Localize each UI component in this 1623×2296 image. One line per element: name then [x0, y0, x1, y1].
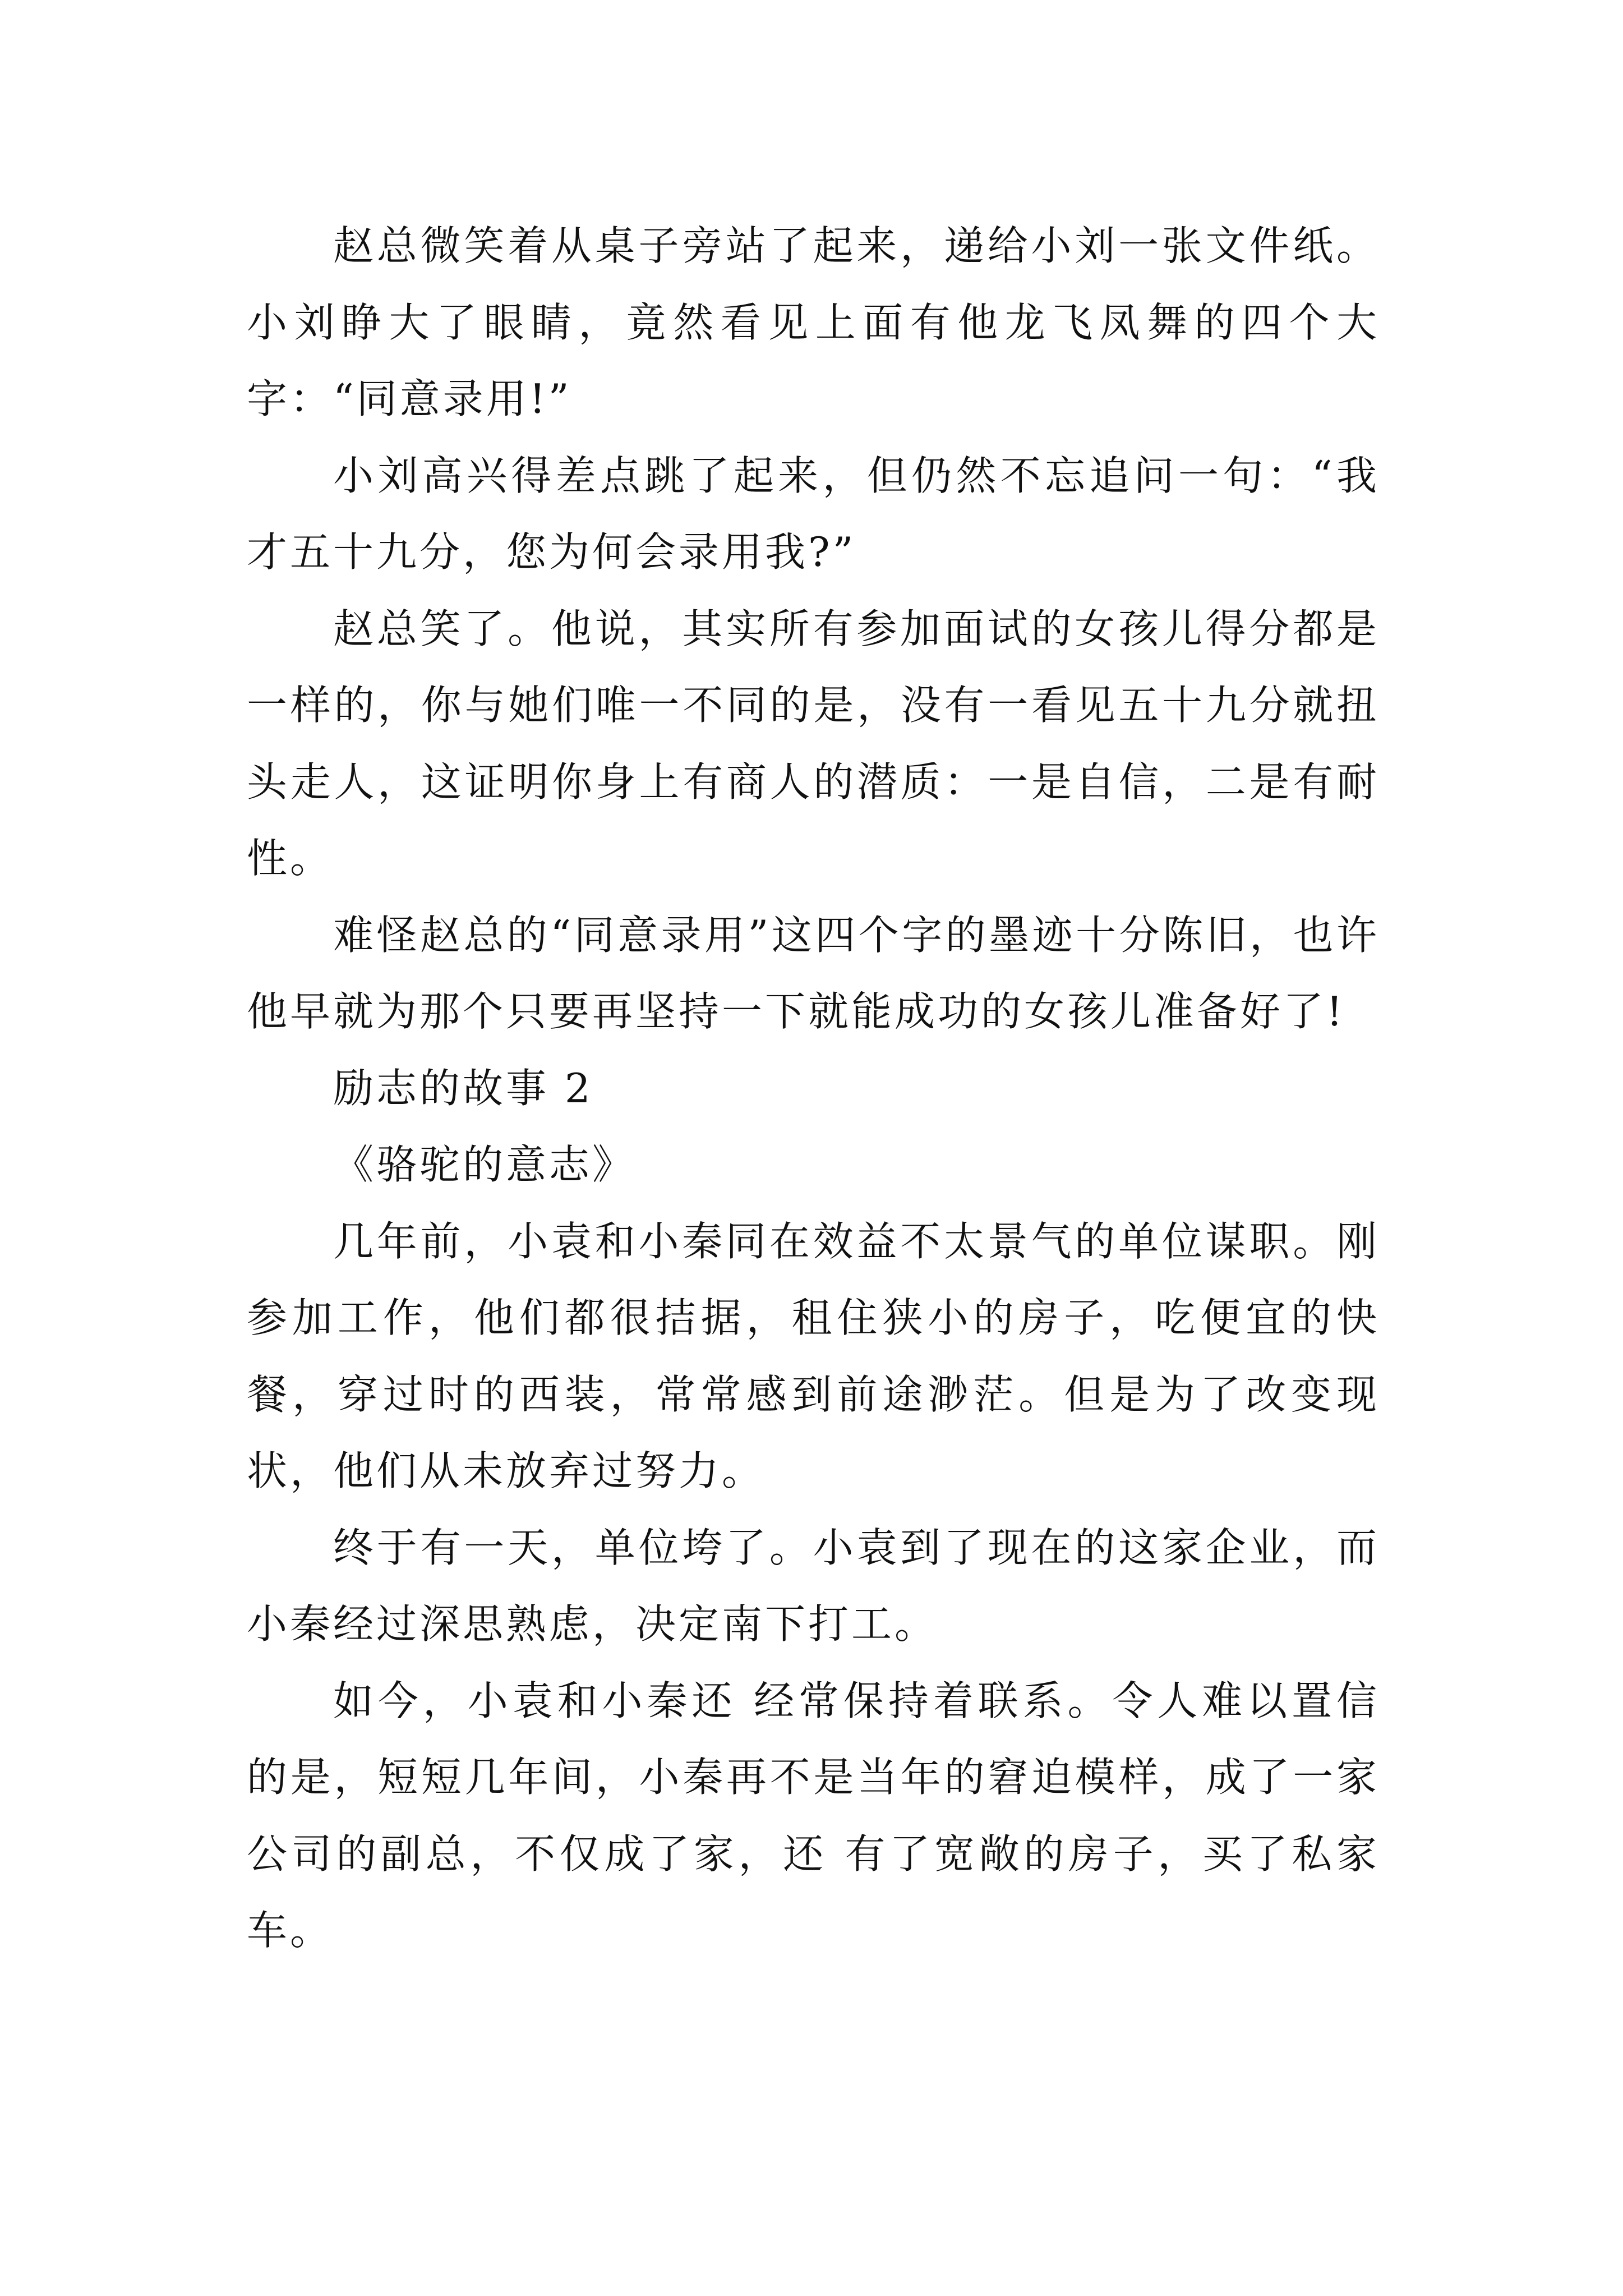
paragraph-1: 赵总微笑着从桌子旁站了起来，递给小刘一张文件纸。小刘睁大了眼睛，竟然看见上面有他龙飞凤舞的四个大字：“同意录用!” [247, 222, 1380, 422]
paragraph-4: 难怪赵总的“同意录用”这四个字的墨迹十分陈旧，也许他早就为那个只要再坚持一下就能成功的女孩儿准备好了! [247, 911, 1380, 1035]
paragraph-6: 终于有一天，单位垮了。小袁到了现在的这家企业，而小秦经过深思熟虑，决定南下打工。 [247, 1524, 1380, 1648]
paragraph-7: 如今，小袁和小秦还 经常保持着联系。令人难以置信的是，短短几年间，小秦再不是当年的窘迫模样，成了一家公司的副总，不仅成了家，还 有了宽敞的房子，买了私家车。 [247, 1677, 1380, 1954]
paragraph-2: 小刘高兴得差点跳了起来，但仍然不忘追问一句：“我才五十九分，您为何会录用我?” [247, 452, 1380, 576]
paragraph-5: 几年前，小袁和小秦同在效益不太景气的单位谋职。刚参加工作，他们都很拮据，租住狭小的房子，吃便宜的快餐，穿过时的西装，常常感到前途渺茫。但是为了改变现状，他们从未放弃过努力。 [247, 1217, 1380, 1494]
paragraph-3: 赵总笑了。他说，其实所有参加面试的女孩儿得分都是一样的，你与她们唯一不同的是，没有一看见五十九分就扭头走人，这证明你身上有商人的潜质：一是自信，二是有耐性。 [247, 605, 1380, 882]
section-heading: 励志的故事 2 [333, 1064, 593, 1112]
document-body [247, 208, 1380, 1969]
story-title: 《骆驼的意志》 [333, 1141, 636, 1188]
